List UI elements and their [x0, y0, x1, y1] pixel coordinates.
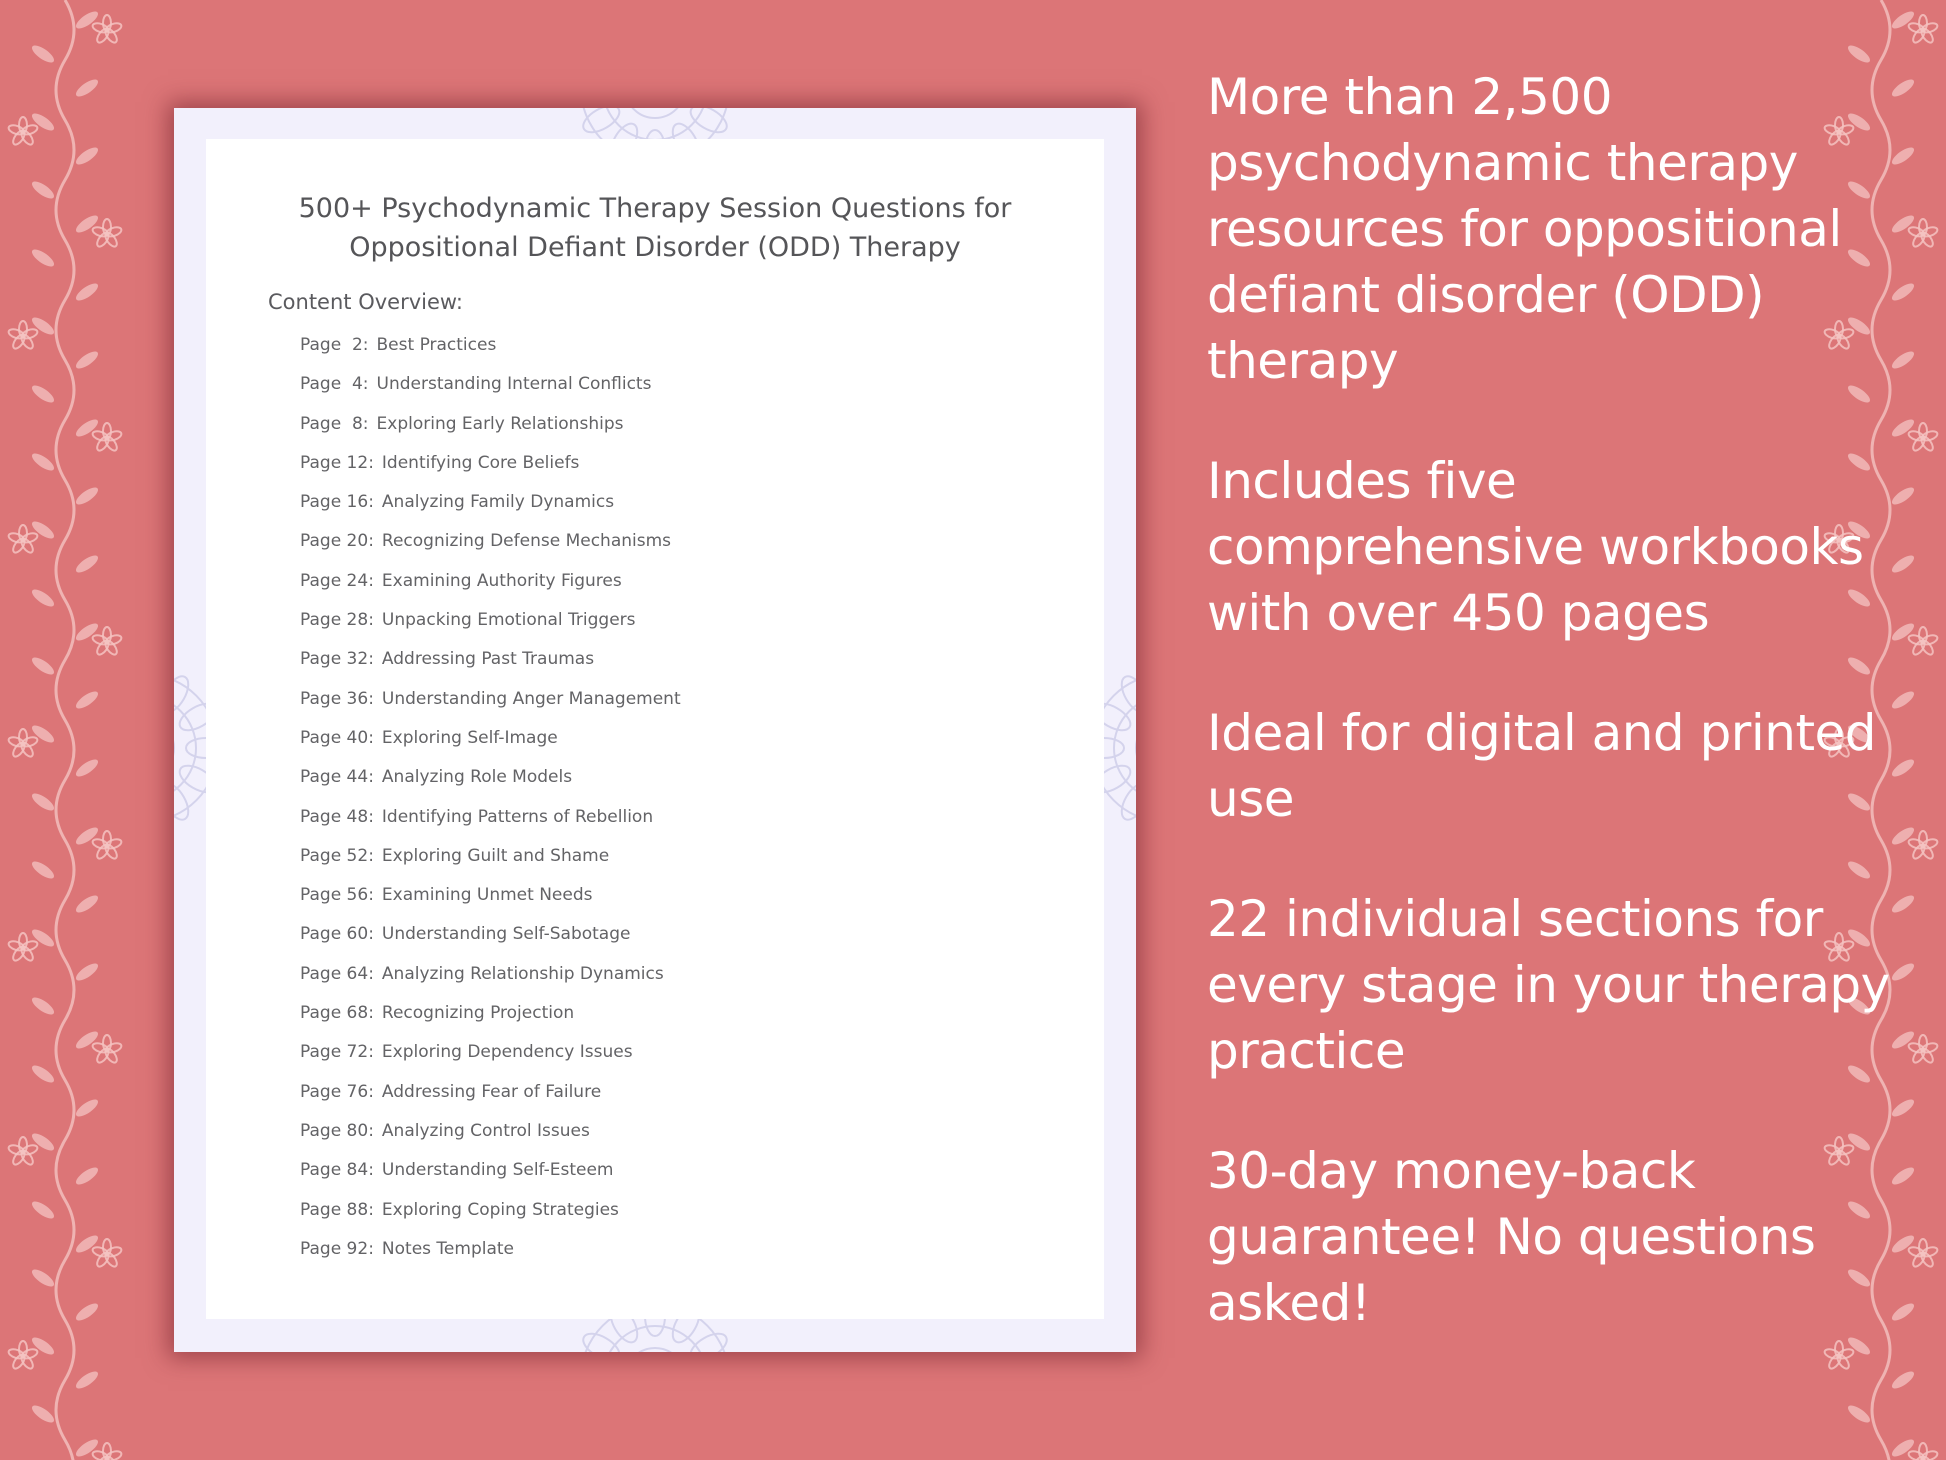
toc-section-title: Addressing Past Traumas: [381, 649, 595, 670]
toc-item: [300, 610, 681, 649]
toc-section-title: Understanding Internal Conflicts: [376, 374, 652, 395]
toc-page-number: Page 64:: [300, 963, 374, 984]
toc-section-title: Recognizing Projection: [381, 1003, 575, 1024]
toc-page-number: Page 68:: [300, 1003, 374, 1024]
toc-item: [300, 689, 681, 728]
toc-section-title: Examining Authority Figures: [381, 570, 622, 591]
toc-page-number: Page 92:: [300, 1238, 374, 1259]
toc-page-number: Page 60:: [300, 924, 374, 945]
toc-item: [300, 1239, 681, 1278]
toc-item: [300, 335, 681, 374]
toc-item: [300, 807, 681, 846]
toc-item: [300, 924, 681, 963]
toc-item: [300, 964, 681, 1003]
toc-section-title: Understanding Anger Management: [381, 688, 681, 709]
toc-page-number: Page 40:: [300, 727, 374, 748]
document-page: [206, 139, 1104, 1319]
toc-page-number: Page 88:: [300, 1199, 374, 1220]
table-of-contents: [300, 335, 681, 1278]
toc-item: [300, 492, 681, 531]
toc-item: [300, 846, 681, 885]
toc-page-number: Page 36:: [300, 688, 374, 709]
toc-page-number: Page 20:: [300, 531, 374, 552]
toc-page-number: Page 24:: [300, 570, 374, 591]
toc-page-number: Page 28:: [300, 610, 374, 631]
toc-page-number: Page 16:: [300, 492, 374, 513]
toc-item: [300, 1121, 681, 1160]
document-title: 500+ Psychodynamic Therapy Session Questions for Oppositional Defiant Disorder (ODD) Therapy: [298, 193, 1012, 263]
toc-page-number: Page 84:: [300, 1160, 374, 1181]
toc-section-title: Identifying Core Beliefs: [381, 452, 580, 473]
toc-page-number: Page 44:: [300, 767, 374, 788]
toc-page-number: Page 52:: [300, 845, 374, 866]
toc-item: [300, 885, 681, 924]
toc-section-title: Understanding Self-Esteem: [381, 1160, 614, 1181]
toc-page-number: Page 12:: [300, 452, 374, 473]
feature-workbooks: Includes five comprehensive workbooks with over 450 pages: [1207, 452, 1864, 642]
toc-section-title: Exploring Early Relationships: [376, 413, 624, 434]
feature-resources-count: More than 2,500 psychodynamic therapy resources for oppositional defiant disorder (ODD) therapy: [1207, 68, 1842, 390]
toc-item: [300, 728, 681, 767]
toc-item: [300, 1003, 681, 1042]
toc-item: [300, 571, 681, 610]
toc-section-title: Identifying Patterns of Rebellion: [381, 806, 654, 827]
toc-section-title: Notes Template: [381, 1238, 514, 1259]
toc-item: [300, 414, 681, 453]
toc-page-number: Page 48:: [300, 806, 374, 827]
toc-page-number: Page 2:: [300, 335, 369, 355]
document-preview: [174, 108, 1136, 1352]
toc-item: [300, 649, 681, 688]
toc-page-number: Page 72:: [300, 1042, 374, 1063]
toc-item: [300, 374, 681, 413]
feature-guarantee: 30-day money-back guarantee! No questions asked!: [1207, 1142, 1816, 1332]
toc-section-title: Exploring Guilt and Shame: [381, 845, 610, 866]
toc-page-number: Page 56:: [300, 885, 374, 906]
toc-page-number: Page 32:: [300, 649, 374, 670]
toc-section-title: Understanding Self-Sabotage: [381, 924, 631, 945]
toc-section-title: Analyzing Relationship Dynamics: [381, 963, 664, 984]
toc-item: [300, 531, 681, 570]
toc-item: [300, 1200, 681, 1239]
toc-page-number: Page 76:: [300, 1081, 374, 1102]
toc-section-title: Exploring Self-Image: [381, 727, 558, 748]
toc-section-title: Analyzing Role Models: [381, 767, 573, 788]
toc-page-number: Page 8:: [300, 413, 369, 434]
toc-page-number: Page 4:: [300, 374, 369, 395]
toc-item: [300, 1082, 681, 1121]
feature-list: [1207, 64, 1907, 1390]
toc-section-title: Exploring Coping Strategies: [381, 1199, 619, 1220]
toc-item: [300, 1160, 681, 1199]
toc-section-title: Addressing Fear of Failure: [381, 1081, 602, 1102]
toc-section-title: Analyzing Control Issues: [381, 1120, 590, 1141]
toc-section-title: Unpacking Emotional Triggers: [381, 610, 636, 631]
floral-vine-left-decoration: [0, 0, 130, 1460]
toc-section-title: Analyzing Family Dynamics: [381, 492, 615, 513]
toc-item: [300, 1042, 681, 1081]
toc-section-title: Best Practices: [376, 335, 497, 355]
toc-page-number: Page 80:: [300, 1120, 374, 1141]
feature-sections: 22 individual sections for every stage in your therapy practice: [1207, 890, 1890, 1080]
feature-digital-print: Ideal for digital and printed use: [1207, 704, 1877, 828]
toc-item: [300, 767, 681, 806]
toc-item: [300, 453, 681, 492]
toc-section-title: Examining Unmet Needs: [381, 885, 593, 906]
toc-section-title: Recognizing Defense Mechanisms: [381, 531, 672, 552]
content-overview-heading: Content Overview:: [268, 290, 463, 314]
toc-section-title: Exploring Dependency Issues: [381, 1042, 633, 1063]
